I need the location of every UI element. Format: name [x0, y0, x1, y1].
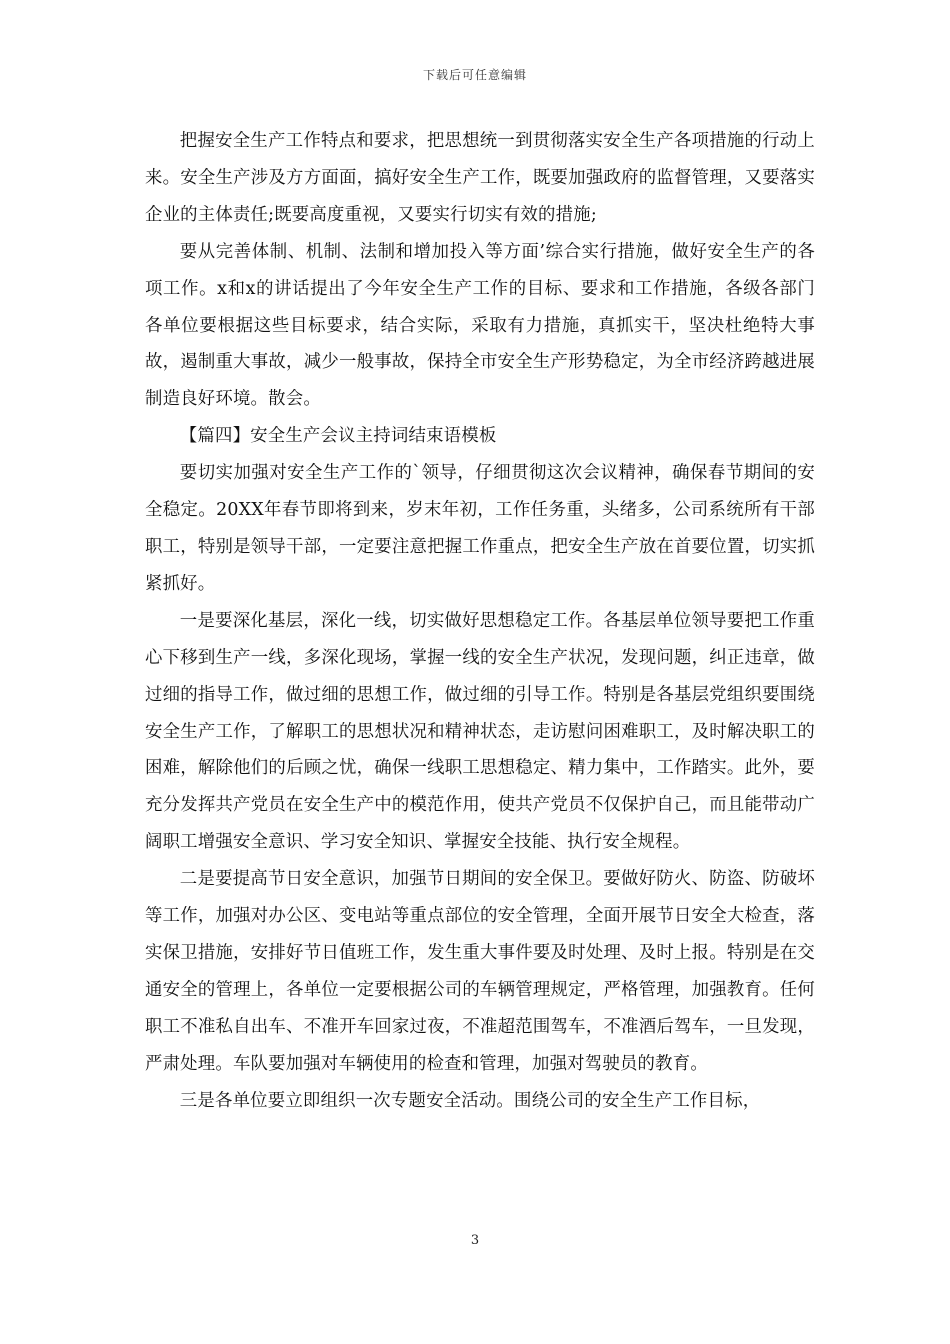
page-header: 下载后可任意编辑 [422, 68, 527, 82]
paragraph: 要从完善体制、机制、法制和增加投入等方面’综合实行措施，做好安全生产的各项工作。x和x的讲话提出了今年安全生产工作的目标、要求和工作措施，各级各部门各单位要根据这些目标要求，结合实际，采取有力措施，真抓实干，坚决杜绝特大事故，遏制重大事故，减少一般事故，保持全市安全生产形势稳定，为全市经济跨越进展制造良好环境。散会。 [145, 241, 815, 410]
paragraph: 二是要提高节日安全意识，加强节日期间的安全保卫。要做好防火、防盗、防破坏等工作，加强对办公区、变电站等重点部位的安全管理，全面开展节日安全大检查，落实保卫措施，安排好节日值班工作，发生重大事件要及时处理、及时上报。特别是在交通安全的管理上，各单位一定要根据公司的车辆管理规定，严格管理，加强教育。任何职工不准私自出车、不准开车回家过夜，不准超范围驾车，不准酒后驾车，一旦发现，严肃处理。车队要加强对车辆使用的检查和管理，加强对驾驶员的教育。 [145, 869, 815, 1074]
paragraph: 一是要深化基层，深化一线，切实做好思想稳定工作。各基层单位领导要把工作重心下移到生产一线，多深化现场，掌握一线的安全生产状况，发现问题，纠正违章，做过细的指导工作，做过细的思想工作，做过细的引导工作。特别是各基层党组织要围绕安全生产工作，了解职工的思想状况和精神状态，走访慰问困难职工，及时解决职工的困难，解除他们的后顾之忧，确保一线职工思想稳定、精力集中，工作踏实。此外，要充分发挥共产党员在安全生产中的模范作用，使共产党员不仅保护自己，而且能带动广阔职工增强安全意识、学习安全知识、掌握安全技能、执行安全规程。 [145, 610, 815, 853]
paragraph: 三是各单位要立即组织一次专题安全活动。围绕公司的安全生产工作目标， [179, 1090, 761, 1111]
paragraph: 把握安全生产工作特点和要求，把思想统一到贯彻落实安全生产各项措施的行动上来。安全生产涉及方方面面，搞好安全生产工作，既要加强政府的监督管理，又要落实企业的主体责任;既要高度重视，又要实行切实有效的措施; [145, 131, 815, 225]
document-body [145, 123, 815, 1119]
paragraph: 要切实加强对安全生产工作的`领导，仔细贯彻这次会议精神，确保春节期间的安全稳定。20XX年春节即将到来，岁末年初，工作任务重，头绪多，公司系统所有干部职工，特别是领导干部，一定要注意把握工作重点，把安全生产放在首要位置，切实抓紧抓好。 [145, 463, 815, 594]
page-number: 3 [470, 1233, 480, 1248]
section-heading: 【篇四】安全生产会议主持词结束语模板 [179, 426, 497, 447]
